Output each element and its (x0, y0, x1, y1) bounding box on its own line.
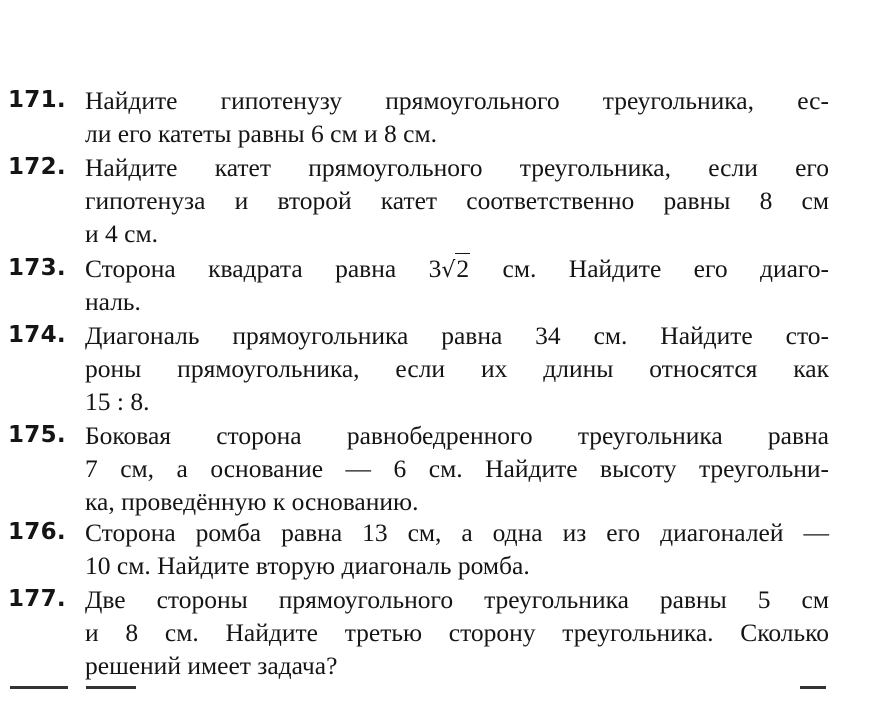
problem-text-line: 15 : 8. (85, 387, 150, 416)
problem-text-line: Боковая сторона равнобедренного треугольника равна (85, 421, 829, 450)
problem-text-line: ка, проведённую к основанию. (85, 487, 419, 516)
problem-text-line (85, 252, 829, 285)
problem-text-line: Диагональ прямоугольника равна 34 см. Найдите сто- (85, 321, 829, 350)
problem-text-segment: см. Найдите его диаго- (502, 254, 829, 283)
problem-text-line: решений имеет задача? (85, 651, 338, 680)
cropped-text-fragment (86, 686, 136, 689)
problem-number: 171. (8, 87, 66, 113)
square-root-sign: √ (441, 258, 456, 283)
cropped-text-fragment (800, 686, 826, 689)
problem-text-line: 10 см. Найдите вторую диагональ ромба. (85, 551, 530, 580)
cropped-text-fragment (10, 686, 68, 689)
problem-number: 175. (8, 422, 66, 448)
problem-text-line: наль. (85, 287, 141, 316)
problem-text-line: ли его катеты равны 6 см и 8 см. (85, 119, 437, 148)
problem-text-line: Найдите гипотенузу прямоугольного треугольника, ес- (85, 86, 829, 115)
problem-number: 173. (8, 255, 66, 281)
cropped-next-line (0, 686, 869, 691)
problem-text-line: Две стороны прямоугольного треугольника равны 5 см (85, 585, 829, 614)
problem-number: 174. (8, 322, 66, 348)
problem-text-segment: Сторона квадрата равна (85, 254, 397, 283)
problem-text-line: 7 см, а основание — 6 см. Найдите высоту треугольни- (85, 454, 829, 483)
problem-number: 176. (8, 519, 66, 545)
problem-number: 172. (8, 154, 66, 180)
problem-text-line: и 4 см. (85, 219, 158, 248)
problem-text-line: и 8 см. Найдите третью сторону треугольника. Сколько (85, 618, 829, 647)
problem-text-line: роны прямоугольника, если их длины относятся как (85, 354, 829, 383)
problem-text-line: Найдите катет прямоугольного треугольника, если его (85, 153, 829, 182)
math-expression (429, 254, 471, 283)
problem-text-line: гипотенуза и второй катет соответственно равны 8 см (85, 186, 829, 215)
math-radicand: 2 (456, 254, 470, 283)
problem-number: 177. (8, 586, 66, 612)
problem-text-line: Сторона ромба равна 13 см, а одна из его диагоналей — (85, 518, 829, 547)
math-coefficient: 3 (428, 254, 442, 283)
